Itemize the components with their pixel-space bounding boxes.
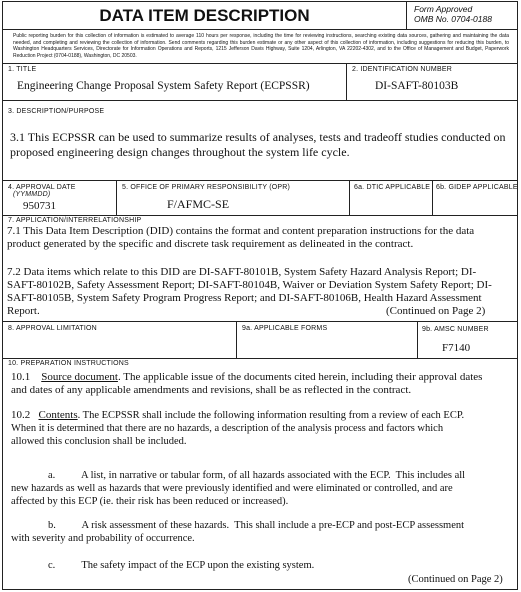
- block-4-label: 4. APPROVAL DATE: [8, 184, 76, 191]
- block-9b-value: F7140: [442, 342, 471, 354]
- block-9b-amsc: [417, 322, 517, 358]
- section-10-2-line-2: When it is determined that there are no hazards, a description of the analysis process and factors which: [11, 423, 444, 434]
- burden-statement: Public reporting burden for this collection of information is estimated to average 110 hours per response, including the time for reviewing instructions, searching existing data sources, gathering and maintaining the data needed, and completing and reviewing the collection of information. Send comments regarding this burden estimate or any other aspect of this collection of information, including suggestions for reducing this burden, to Washington Headquarters Services, Directorate for Information Operations and Reports, 1215 Jefferson Davis Highway, Suite 1204, Arlington, VA 22202-4302, and to the Office of Management and Budget, Paperwork Reduction Project (0704-0188), Washington, DC 20503.: [13, 33, 509, 59]
- block-7-label: 7. APPLICATION/INTERRELATIONSHIP: [8, 217, 142, 224]
- section-10-2-line-3: allowed this conclusion shall be included.: [11, 436, 187, 447]
- block-9a-applicable-forms: [236, 322, 417, 358]
- burden-statement-row: [3, 30, 517, 64]
- item-c-line-1: c. The safety impact of the ECP upon the existing system.: [48, 560, 315, 571]
- block-6b-label: 6b. GIDEP APPLICABLE: [436, 184, 518, 191]
- form-approved-text: Form Approved: [414, 4, 473, 14]
- section-10-1-line-2: and dates of any applicable amendments and revisions, shall be as reflected in the contract.: [11, 384, 412, 396]
- section-10-2-text: . The ECPSSR shall include the following information resulting from a review of each ECP.: [77, 410, 465, 421]
- block-5-opr: [116, 181, 349, 215]
- block-7-continued: (Continued on Page 2): [386, 305, 486, 317]
- form-title: DATA ITEM DESCRIPTION: [3, 2, 407, 30]
- block-6a-dtic: [349, 181, 432, 215]
- block-3-line-2: proposed engineering design changes throughout the system life cycle.: [10, 145, 350, 159]
- data-item-description-form: [2, 1, 518, 590]
- section-10-1-text: . The applicable issue of the documents cited herein, including their approval dates: [117, 371, 483, 383]
- block-4-sublabel: (YYMMDD): [13, 191, 51, 198]
- block-7-para-2-line-1: 7.2 Data items which relate to this DID are DI-SAFT-80101B, System Safety Hazard Analysis Report; DI-: [7, 266, 477, 278]
- block-7-para-2-line-4: Report.: [7, 305, 40, 317]
- block-6b-gidep: [432, 181, 517, 215]
- item-a-line-2: new hazards as well as hazards that were previously identified and were eliminated or controlled, and are: [11, 483, 453, 494]
- block-6a-label: 6a. DTIC APPLICABLE: [354, 184, 431, 191]
- omb-box: [414, 4, 492, 24]
- block-9b-label: 9b. AMSC NUMBER: [422, 326, 489, 333]
- preparation-row: [3, 359, 517, 589]
- omb-number: OMB No. 0704-0188: [414, 14, 492, 24]
- item-b-line-2: with severity and probability of occurrence.: [11, 533, 195, 544]
- section-10-1-heading: Source document: [41, 371, 118, 383]
- section-10-2-line-1: [11, 409, 464, 423]
- item-a-line-3: affected by this ECP (ie. their risk has been reduced or increased).: [11, 496, 289, 507]
- block-7-para-2-line-3: SAFT-80105B, System Safety Program Progress Report; and DI-SAFT-80106B, Health Hazard Assessment: [7, 292, 482, 304]
- block-3-label: 3. DESCRIPTION/PURPOSE: [8, 108, 105, 115]
- limitation-row: [3, 322, 517, 359]
- section-10-1-line-1: [11, 371, 482, 385]
- application-row: [3, 216, 517, 322]
- description-row: [3, 101, 517, 181]
- block-4-value: 950731: [23, 200, 56, 212]
- block-7-para-1-line-1: 7.1 This Data Item Description (DID) contains the format and content preparation instructions for the data: [7, 225, 475, 237]
- block-10-continued: (Continued on Page 2): [408, 574, 503, 585]
- block-3-line-1: 3.1 This ECPSSR can be used to summarize results of analyses, tests and tradeoff studies conducted on: [10, 130, 506, 144]
- form-header: [3, 2, 517, 30]
- item-a-line-1: a. A list, in narrative or tabular form, of all hazards associated with the ECP. This includes all: [48, 470, 466, 481]
- item-b-line-1: b. A risk assessment of these hazards. This shall include a pre-ECP and post-ECP assessment: [48, 520, 465, 531]
- block-1-title: [3, 64, 346, 100]
- block-7-para-1-line-2: product generated by the specific and discrete task requirement as delineated in the contract.: [7, 238, 414, 250]
- block-7-para-2-line-2: SAFT-80102B, Safety Assessment Report; DI-SAFT-80104B, Waiver or Deviation System Safety Report; DI-: [7, 279, 492, 291]
- block-2-label: 2. IDENTIFICATION NUMBER: [352, 66, 452, 73]
- block-5-value: F/AFMC-SE: [167, 197, 230, 211]
- section-10-2-number: 10.2: [11, 409, 31, 421]
- title-row: [3, 64, 517, 101]
- block-1-value: Engineering Change Proposal System Safety Report (ECPSSR): [17, 80, 310, 92]
- block-2-value: DI-SAFT-80103B: [375, 80, 459, 92]
- approval-row: [3, 181, 517, 216]
- block-5-label: 5. OFFICE OF PRIMARY RESPONSIBILITY (OPR): [122, 184, 291, 191]
- block-2-identification: [346, 64, 517, 100]
- section-10-1-number: 10.1: [11, 371, 31, 383]
- block-8-label: 8. APPROVAL LIMITATION: [8, 325, 97, 332]
- section-10-2-heading: Contents: [38, 409, 78, 421]
- block-9a-label: 9a. APPLICABLE FORMS: [242, 325, 328, 332]
- block-4-approval-date: [3, 181, 116, 215]
- block-1-label: 1. TITLE: [8, 66, 37, 73]
- block-8-approval-limitation: [3, 322, 236, 358]
- block-10-label: 10. PREPARATION INSTRUCTIONS: [8, 360, 129, 367]
